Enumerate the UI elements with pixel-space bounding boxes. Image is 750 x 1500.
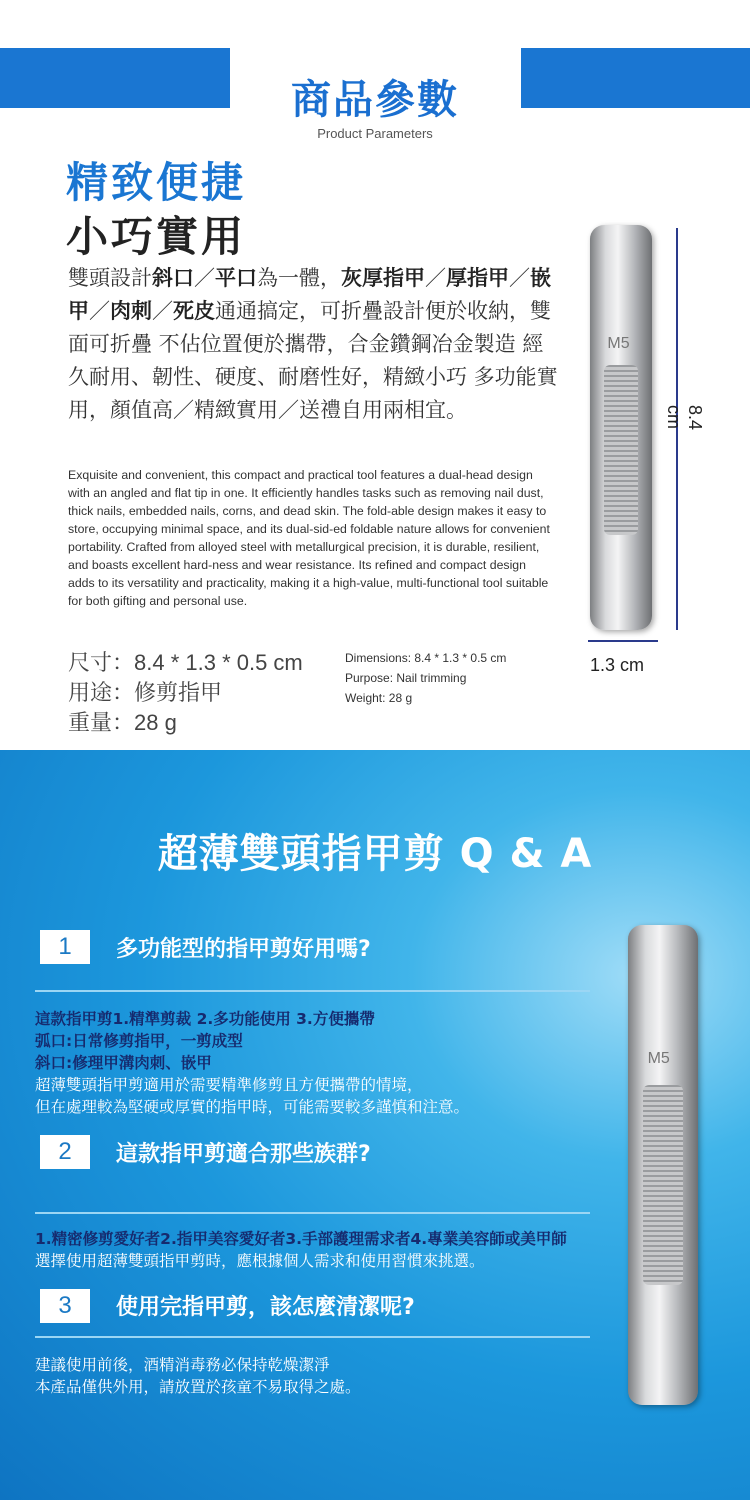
clipper-texture bbox=[643, 1085, 682, 1285]
product-image-nail-clipper bbox=[590, 225, 652, 630]
spec-weight: 重量：28 g bbox=[68, 710, 177, 735]
length-label: 8.4 cm bbox=[664, 405, 705, 431]
section-title: 商品參數 bbox=[291, 77, 459, 123]
question-2: 這款指甲剪適合那些族群? bbox=[116, 1142, 371, 1167]
divider bbox=[35, 1336, 590, 1338]
specs-en bbox=[345, 648, 506, 708]
width-dimension-line bbox=[588, 640, 658, 642]
divider bbox=[35, 1212, 590, 1214]
spec-en-weight: Weight: 28 g bbox=[345, 691, 413, 705]
question-number-1: 1 bbox=[40, 930, 90, 964]
product-logo: M5 bbox=[647, 1050, 670, 1067]
headline-line1: 精致便捷 bbox=[66, 158, 247, 207]
question-number-3: 3 bbox=[40, 1289, 90, 1323]
description-cn: 雙頭設計斜口／平口為一體，灰厚指甲／厚指甲／嵌甲／肉刺／死皮通通搞定，可折疊設計便於收納，雙面可折疊 不佔位置便於攜帶，合金鑽鋼冶金製造 經久耐用、韌性、硬度、耐磨性好，精緻小巧 多功能實用，顏值高／精緻實用／送禮自用兩相宜。 bbox=[68, 266, 558, 422]
headline-line2: 小巧實用 bbox=[66, 212, 247, 261]
description-en: Exquisite and convenient, this compact and practical tool features a dual-head design with an angled and flat tip in one. It efficiently handles tasks such as removing nail dust, thick nails, embedded nails, corns, and dead skin. The fold-able design makes it easy to store, occupying minimal space, and its dual-sid-ed foldable nature allows for convenient portability. Crafted from alloyed steel with metallurgical precision, it is durable, resilient, and boasts excellent hard-ness and wear resistance. Its refined and compact design adds to its versatility and practicality, making it a high-value, multi-functional tool suitable for both gifting and personal use. bbox=[68, 468, 550, 608]
specs-cn bbox=[68, 648, 303, 738]
product-image-nail-clipper-qa bbox=[628, 925, 698, 1405]
answer-1: 這款指甲剪1.精準剪裁 2.多功能使用 3.方便攜帶 弧口:日常修剪指甲，一剪成型 斜口:修理甲溝肉刺、嵌甲 超薄雙頭指甲剪適用於需要精準修剪且方便攜帶的情境， 但在處理較為堅硬或厚實的指甲時，可能需要較多謹慎和注意。 bbox=[35, 1010, 470, 1116]
spec-en-dimensions: Dimensions: 8.4 * 1.3 * 0.5 cm bbox=[345, 651, 507, 665]
clipper-texture bbox=[604, 365, 639, 535]
product-logo: M5 bbox=[607, 335, 630, 352]
divider bbox=[35, 990, 590, 992]
width-label: 1.3 cm bbox=[590, 655, 645, 675]
qa-title: 超薄雙頭指甲剪 Q & A bbox=[157, 831, 593, 877]
question-number-2: 2 bbox=[40, 1135, 90, 1169]
question-1: 多功能型的指甲剪好用嗎? bbox=[116, 937, 371, 962]
spec-purpose: 用途：修剪指甲 bbox=[68, 680, 223, 705]
answer-2: 1.精密修剪愛好者2.指甲美容愛好者3.手部護理需求者4.專業美容師或美甲師 選擇使用超薄雙頭指甲剪時，應根據個人需求和使用習慣來挑選。 bbox=[35, 1230, 567, 1270]
spec-size: 尺寸：8.4 * 1.3 * 0.5 cm bbox=[68, 650, 303, 675]
question-3: 使用完指甲剪，該怎麼清潔呢? bbox=[116, 1295, 415, 1320]
answer-3: 建議使用前後，酒精消毒務必保持乾燥潔淨 本產品僅供外用，請放置於孩童不易取得之處。 bbox=[35, 1356, 361, 1396]
section-subtitle: Product Parameters bbox=[317, 126, 433, 141]
spec-en-purpose: Purpose: Nail trimming bbox=[345, 671, 467, 685]
